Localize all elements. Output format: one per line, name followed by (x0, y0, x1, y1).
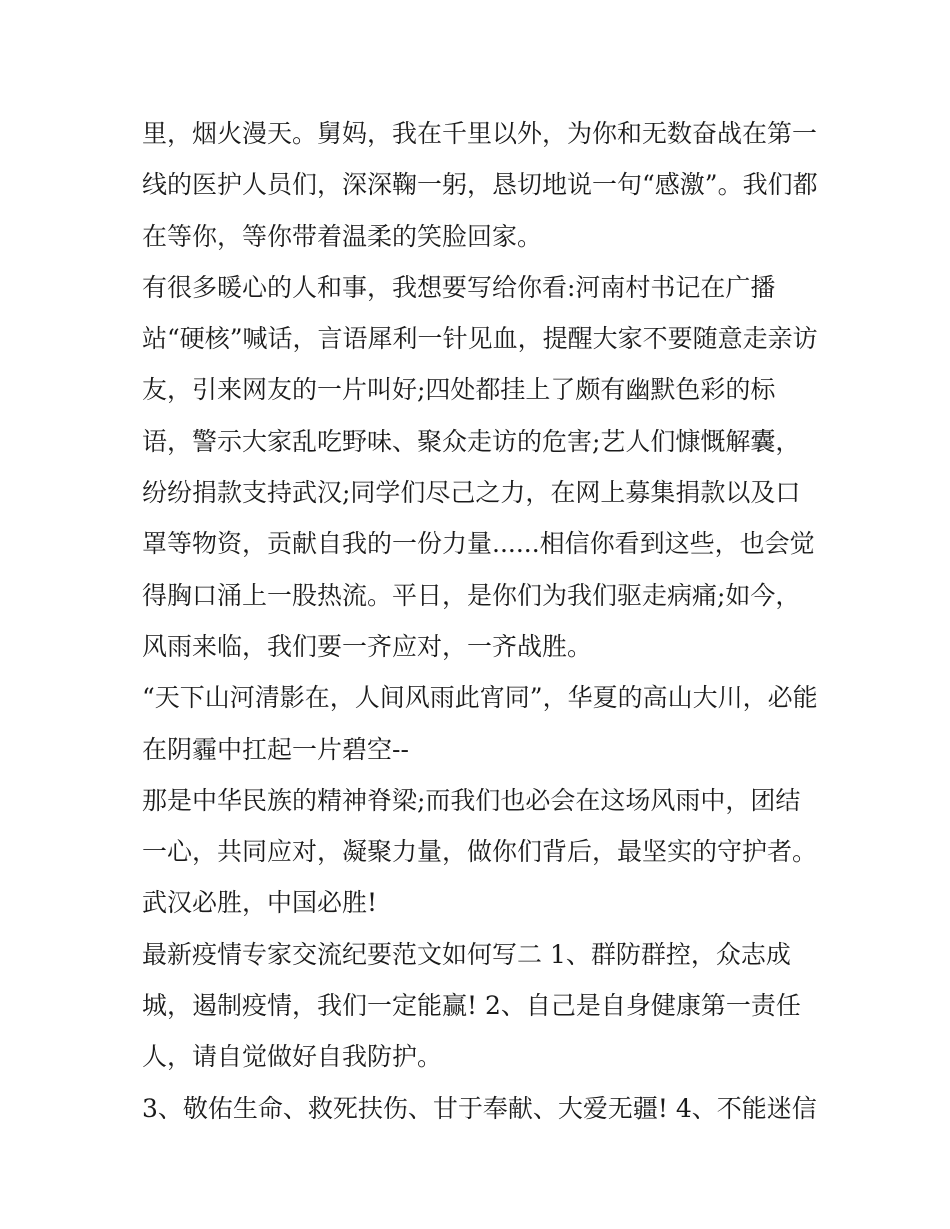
text-line: 线的医护人员们，深深鞠一躬，恳切地说一句“感激”。我们都 (142, 170, 818, 200)
text-line: 得胸口涌上一股热流。平日，是你们为我们驱走病痛;如今， (142, 580, 801, 610)
text-line: 风雨来临，我们要一齐应对，一齐战胜。 (142, 631, 593, 661)
text-line: 纷纷捐款支持武汉;同学们尽己之力，在网上募集捐款以及口 (142, 478, 801, 508)
text-line: 那是中华民族的精神脊梁;而我们也必会在这场风雨中，团结 (142, 785, 801, 815)
text-line: “天下山河清影在，人间风雨此宵同”，华夏的高山大川，必能 (142, 683, 818, 713)
text-line: 罩等物资，贡献自我的一份力量......相信你看到这些，也会觉 (142, 529, 815, 559)
text-line: 站“硬核”喊话，言语犀利一针见血，提醒大家不要随意走亲访 (142, 324, 818, 354)
text-line: 武汉必胜，中国必胜! (142, 888, 378, 918)
text-line: 一心，共同应对，凝聚力量，做你们背后，最坚实的守护者。 (142, 837, 818, 867)
document-body (142, 108, 822, 1134)
text-line: 友，引来网友的一片叫好;四处都挂上了颇有幽默色彩的标 (142, 375, 776, 405)
text-line: 最新疫情专家交流纪要范文如何写二 1、群防群控，众志成 (142, 939, 791, 969)
text-line: 在阴霾中扛起一片碧空-- (142, 734, 409, 764)
text-line: 里，烟火漫天。舅妈，我在千里以外，为你和无数奋战在第一 (142, 119, 818, 148)
text-line: 有很多暖心的人和事，我想要写给你看:河南村书记在广播 (142, 272, 776, 302)
text-line: 在等你，等你带着温柔的笑脸回家。 (142, 221, 543, 251)
text-line: 人，请自觉做好自我防护。 (142, 1042, 443, 1072)
text-line: 城，遏制疫情，我们一定能赢! 2、自己是自身健康第一责任 (142, 991, 801, 1021)
text-line: 3、敬佑生命、救死扶伤、甘于奉献、大爱无疆! 4、不能迷信 (142, 1093, 817, 1123)
text-line: 语，警示大家乱吃野味、聚众走访的危害;艺人们慷慨解囊， (142, 426, 801, 456)
